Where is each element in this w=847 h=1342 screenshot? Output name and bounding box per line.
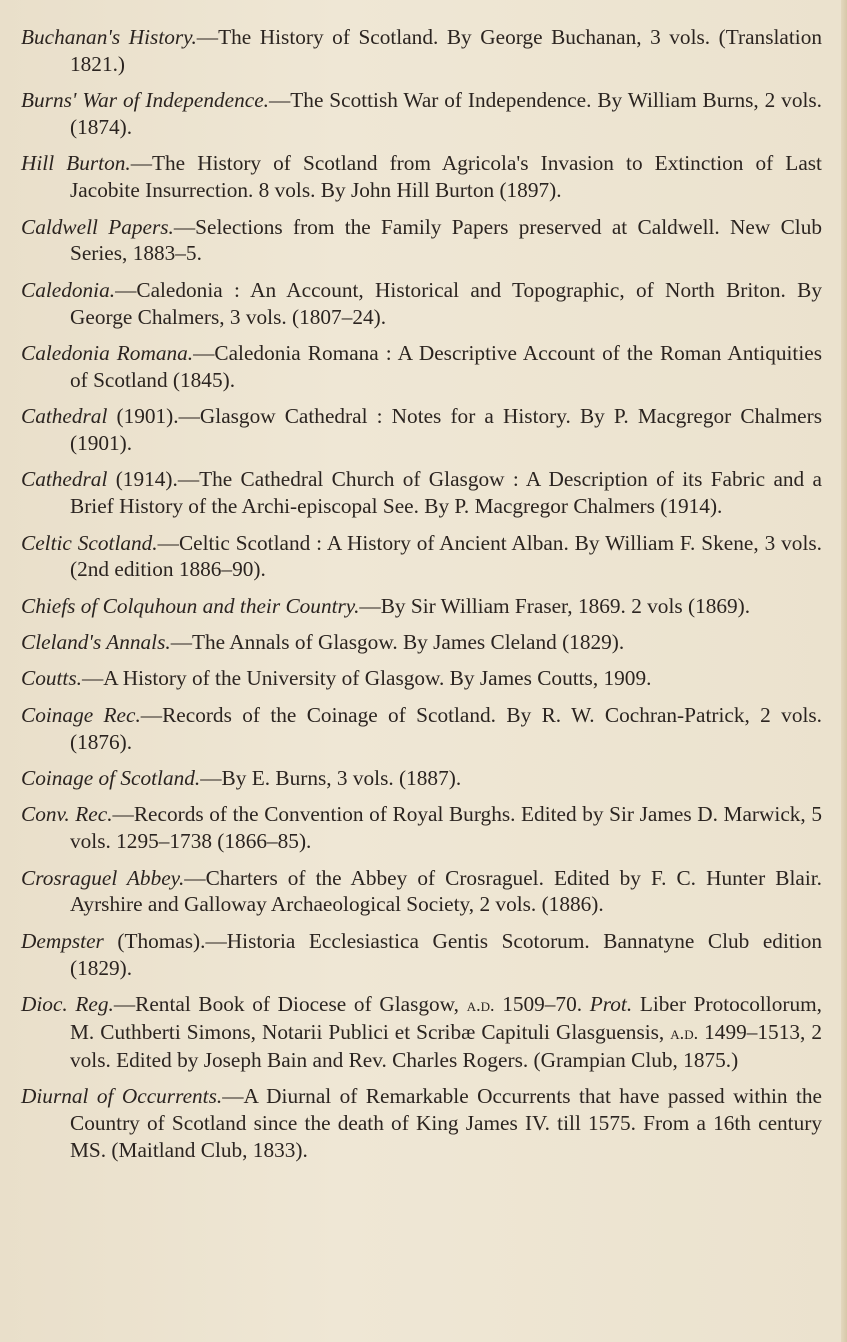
bibliography-entry <box>21 765 822 792</box>
entry-short-title: Coinage of Scotland. <box>21 766 201 791</box>
bibliography-entry <box>21 928 822 982</box>
bibliography-entry <box>21 865 822 919</box>
entry-short-title: Burns' War of Independence. <box>21 88 269 113</box>
bibliography-entry <box>21 629 822 656</box>
bibliography-entry <box>21 277 822 331</box>
entry-short-title: Hill Burton. <box>21 151 131 176</box>
entry-short-title: Conv. Rec. <box>21 802 113 827</box>
entry-text: —A History of the University of Glasgow. By James Coutts, 1909. <box>81 666 652 691</box>
entry-short-title: Crosraguel Abbey. <box>21 865 185 890</box>
entry-text: —Celtic Scotland : A History of Ancient Alban. By William F. Skene, 3 vols. (2nd edition 1886–90). <box>70 530 822 582</box>
entry-text: (1914).—The Cathedral Church of Glasgow : A Description of its Fabric and a Brief History of the Archi-episcopal See. By P. Macgregor Chalmers (1914). <box>70 467 822 519</box>
entry-text: —By E. Burns, 3 vols. (1887). <box>200 766 462 791</box>
bibliography-entry <box>21 530 822 584</box>
entry-short-title: Caledonia. <box>21 277 116 302</box>
entry-short-title: Dioc. Reg. <box>21 992 114 1016</box>
entry-text: —Records of the Coinage of Scotland. By R. W. Cochran-Patrick, 2 vols. (1876). <box>70 702 823 754</box>
entry-short-title: Celtic Scotland. <box>21 530 158 555</box>
bibliography-entry <box>21 466 822 520</box>
entry-text: Prot. <box>589 992 633 1016</box>
entry-text: (Thomas).—Historia Ecclesiastica Gentis Scotorum. Bannatyne Club edition (1829). <box>70 928 822 980</box>
entry-text: —Charters of the Abbey of Crosraguel. Edited by F. C. Hunter Blair. Ayrshire and Galloway Archaeological Society, 2 vols. (1886). <box>70 865 822 917</box>
bibliography-entry <box>21 403 822 457</box>
entry-text: a.d. <box>670 1022 699 1043</box>
bibliography-entry <box>21 214 822 268</box>
entry-short-title: Cathedral <box>21 404 108 429</box>
entry-text: —A Diurnal of Remarkable Occurrents that have passed within the Country of Scotland since the death of King James IV. till 1575. From a 16th century MS. (Maitland Club, 1833). <box>70 1083 822 1162</box>
bibliography-entry <box>21 593 822 620</box>
entry-text: —Selections from the Family Papers preserved at Caldwell. New Club Series, 1883–5. <box>70 214 822 266</box>
bibliography-list <box>21 24 822 1173</box>
entry-text: —By Sir William Fraser, 1869. 2 vols (1869). <box>359 593 751 618</box>
bibliography-entry <box>21 801 822 855</box>
entry-short-title: Diurnal of Occurrents. <box>21 1083 223 1108</box>
bibliography-entry <box>21 665 822 692</box>
entry-short-title: Chiefs of Colquhoun and their Country. <box>21 593 360 618</box>
entry-text: —Records of the Convention of Royal Burghs. Edited by Sir James D. Marwick, 5 vols. 1295–1738 (1866–85). <box>70 802 822 854</box>
entry-text: (1901).—Glasgow Cathedral : Notes for a History. By P. Macgregor Chalmers (1901). <box>70 404 822 455</box>
entry-short-title: Caldwell Papers. <box>21 214 174 239</box>
entry-text: 1499–1513, 2 vols. Edited by Joseph Bain and Rev. Charles Rogers. (Grampian Club, 1875.) <box>70 1019 822 1072</box>
entry-text: —The History of Scotland. By George Buchanan, 3 vols. (Translation 1821.) <box>70 25 822 76</box>
bibliography-entry <box>21 150 822 204</box>
entry-text: —Caledonia : An Account, Historical and Topographic, of North Briton. By George Chalmers, 3 vols. (1807–24). <box>70 277 822 329</box>
bibliography-entry <box>21 24 822 78</box>
bibliography-entry <box>21 702 822 756</box>
entry-short-title: Cathedral <box>21 467 108 492</box>
page-edge <box>841 0 847 1342</box>
bibliography-entry <box>21 87 822 141</box>
entry-short-title: Coinage Rec. <box>21 702 141 727</box>
entry-short-title: Caledonia Romana. <box>21 340 194 365</box>
entry-short-title: Cleland's Annals. <box>21 630 171 655</box>
entry-text: —Rental Book of Diocese of Glasgow, <box>113 992 467 1016</box>
entry-short-title: Buchanan's History. <box>21 25 197 49</box>
bibliography-entry <box>21 340 822 394</box>
bibliography-entry <box>21 1083 822 1163</box>
entry-short-title: Dempster <box>21 928 104 953</box>
entry-text: —The Annals of Glasgow. By James Cleland (1829). <box>170 630 625 655</box>
bibliography-entry <box>21 991 822 1073</box>
entry-text: —The Scottish War of Independence. By William Burns, 2 vols. (1874). <box>70 88 822 139</box>
entry-text: —The History of Scotland from Agricola's Invasion to Extinction of Last Jacobite Insurrection. 8 vols. By John Hill Burton (1897). <box>70 151 822 203</box>
entry-short-title: Coutts. <box>21 666 82 691</box>
entry-text: a.d. <box>466 995 495 1015</box>
entry-text: Liber Protocollorum, M. Cuthberti Simons, Notarii Publici et Scribæ Capituli Glasguensis, <box>70 992 822 1044</box>
entry-text: —Caledonia Romana : A Descriptive Account of the Roman Antiquities of Scotland (1845). <box>70 340 822 392</box>
entry-text: 1509–70. <box>494 992 590 1016</box>
